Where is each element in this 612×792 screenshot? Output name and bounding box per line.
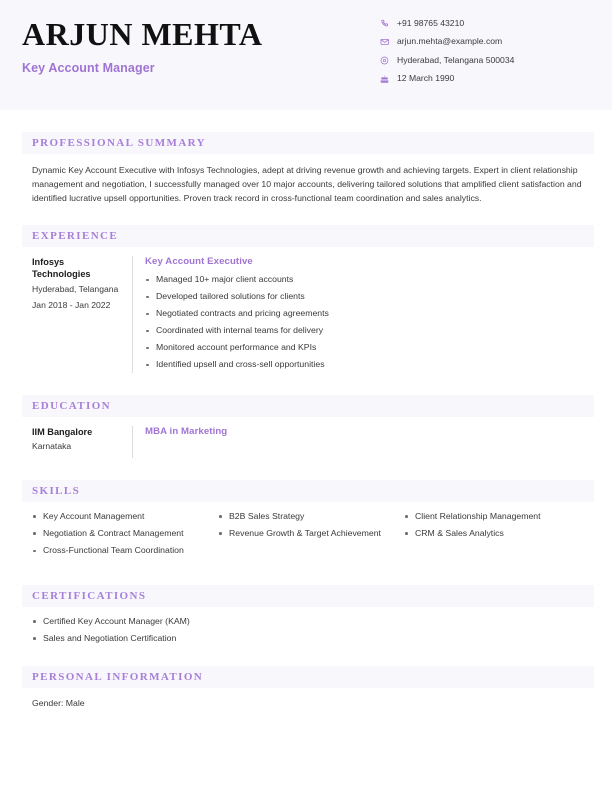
section-body-education [0, 417, 612, 457]
list-item: Negotiation & Contract Management [32, 528, 204, 540]
section-bar-education [22, 395, 594, 417]
skills-list-2 [218, 511, 390, 540]
section-skills [0, 480, 612, 563]
candidate-job-title: Key Account Manager [22, 61, 155, 75]
contact-email-text: arjun.mehta@example.com [397, 36, 503, 47]
skills-column-2 [218, 511, 404, 546]
experience-organization: Infosys Technologies [32, 257, 91, 280]
list-item: Revenue Growth & Target Achievement [218, 528, 390, 540]
skills-list-3 [404, 511, 576, 540]
list-item: Sales and Negotiation Certification [32, 633, 594, 645]
summary-paragraph: Dynamic Key Account Executive with Infosys Technologies, adept at driving revenue growth and achieving targets. Expert in client relationship management and negotiation, I successfully managed over 10 major accounts, delivering tailored solutions that amplified client satisfaction and identified lucrative upsell opportunities. Proven track record in cross-functional team coordination and sales analytics. [32, 165, 582, 204]
section-title-summary: PROFESSIONAL SUMMARY [32, 137, 206, 149]
section-certifications [0, 585, 612, 645]
list-item: Negotiated contracts and pricing agreements [145, 308, 594, 320]
contact-birthdate [380, 74, 590, 85]
phone-icon [380, 18, 393, 29]
section-experience [0, 225, 612, 373]
section-body-skills [0, 502, 612, 563]
candidate-name: ARJUN MEHTA [22, 16, 263, 52]
contact-location-text: Hyderabad, Telangana 500034 [397, 54, 515, 65]
experience-entry [32, 256, 594, 373]
section-body-personal [0, 688, 612, 709]
list-item: Client Relationship Management [404, 511, 576, 523]
section-personal-information [0, 666, 612, 709]
education-entry [32, 426, 594, 457]
education-degree: MBA in Marketing [145, 426, 228, 438]
skills-list-1 [32, 511, 204, 557]
personal-gender: Gender: Male [32, 698, 85, 709]
section-title-experience: EXPERIENCE [32, 230, 119, 243]
section-education [0, 395, 612, 457]
section-bar-certifications [22, 585, 594, 607]
section-title-skills: SKILLS [32, 484, 81, 497]
section-bar-personal [22, 666, 594, 688]
section-bar-summary [22, 132, 594, 154]
section-bar-experience [22, 225, 594, 247]
section-professional-summary [0, 132, 612, 205]
header-identity [22, 16, 262, 75]
education-institution: IIM Bangalore [32, 427, 93, 438]
list-item: Identified upsell and cross-sell opportunities [145, 359, 594, 371]
certifications-list [32, 616, 594, 645]
envelope-icon [380, 37, 393, 48]
skills-column-3 [404, 511, 590, 546]
list-item: Certified Key Account Manager (KAM) [32, 616, 594, 628]
skills-column-1 [32, 511, 218, 563]
section-bar-skills [22, 480, 594, 502]
education-entry-detail [132, 426, 594, 457]
experience-location: Hyderabad, Telangana [32, 283, 119, 294]
section-title-certifications: CERTIFICATIONS [32, 589, 147, 602]
list-item: Cross-Functional Team Coordination [32, 545, 204, 557]
location-pin-icon [380, 55, 393, 66]
list-item: Developed tailored solutions for clients [145, 291, 594, 303]
list-item: B2B Sales Strategy [218, 511, 390, 523]
list-item: Coordinated with internal teams for delivery [145, 325, 594, 337]
birthday-cake-icon [380, 74, 393, 85]
section-body-certifications [0, 607, 612, 645]
section-title-education: EDUCATION [32, 400, 112, 413]
education-entry-meta [32, 426, 132, 457]
contact-list [380, 16, 590, 85]
contact-birthdate-text: 12 March 1990 [397, 73, 455, 84]
list-item: Monitored account performance and KPIs [145, 342, 594, 354]
experience-role: Key Account Executive [145, 256, 253, 268]
resume-header [0, 0, 612, 110]
experience-bullet-list [145, 274, 594, 371]
list-item: Managed 10+ major client accounts [145, 274, 594, 286]
experience-entry-meta [32, 256, 132, 373]
list-item: CRM & Sales Analytics [404, 528, 576, 540]
section-body-summary [0, 154, 612, 205]
list-item: Key Account Management [32, 511, 204, 523]
contact-phone-text: +91 98765 43210 [397, 17, 465, 28]
contact-email [380, 37, 590, 48]
education-location: Karnataka [32, 441, 72, 452]
contact-location [380, 55, 590, 66]
section-title-personal: PERSONAL INFORMATION [32, 671, 204, 684]
section-body-experience [0, 247, 612, 373]
experience-dates: Jan 2018 - Jan 2022 [32, 299, 111, 310]
contact-phone [380, 18, 590, 29]
experience-entry-detail [132, 256, 594, 373]
skills-columns [32, 511, 594, 563]
